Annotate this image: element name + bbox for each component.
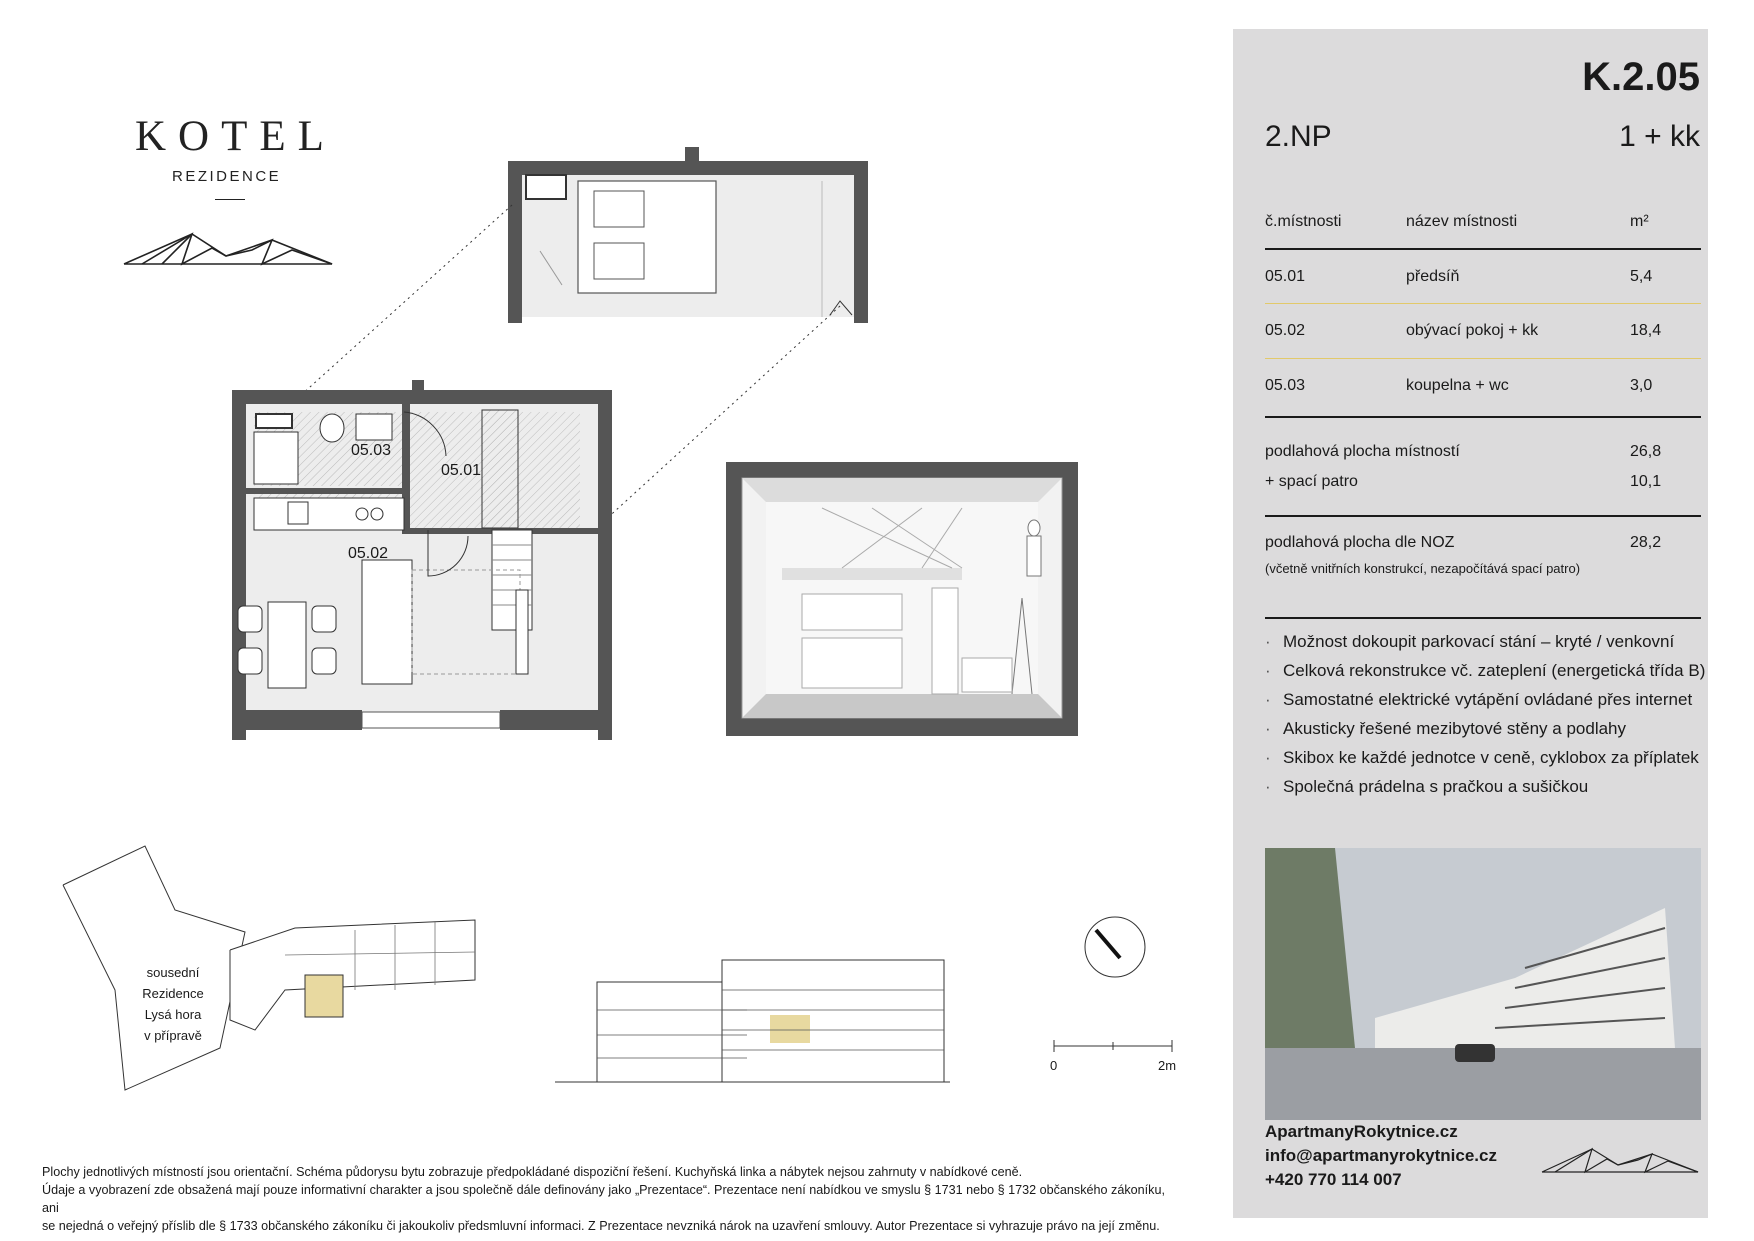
- feature-2-text: Celková rekonstrukce vč. zateplení (energetická třída B): [1283, 661, 1706, 680]
- disclaimer-line-3: se nejedná o veřejný příslib dle § 1733 občanského zákoníku či jakoukoliv předsmluvní informaci. Z Prezentace nevzniká nárok na uzavření smlouvy. Autor Prezentace si vyhrazuje právo na její změnu.: [42, 1219, 1160, 1233]
- disclaimer: [42, 1163, 1182, 1235]
- room-label-0503: 05.03: [351, 442, 392, 459]
- rooms-rule: [1265, 416, 1701, 418]
- noz-rule: [1265, 617, 1701, 619]
- logo-subtitle: REZIDENCE: [172, 168, 282, 185]
- contact-email[interactable]: info@apartmanyrokytnice.cz: [1265, 1146, 1497, 1165]
- header-rule: [1265, 248, 1701, 250]
- north-arrow-icon: [1080, 912, 1150, 982]
- row-rule-2: [1265, 358, 1701, 359]
- row-3-name: koupelna + wc: [1406, 377, 1509, 394]
- feature-1: [1265, 632, 1674, 652]
- feature-4: [1265, 719, 1626, 739]
- col-header-number: č.místnosti: [1265, 213, 1342, 230]
- row-2-area: 18,4: [1630, 322, 1662, 339]
- bullet-dot: ·: [1265, 777, 1271, 796]
- contact-phone[interactable]: +420 770 114 007: [1265, 1170, 1402, 1189]
- feature-5-text: Skibox ke každé jednotce v ceně, cyklobox za příplatek: [1283, 748, 1699, 767]
- col-header-name: název místnosti: [1406, 213, 1518, 230]
- row-2-name: obývací pokoj + kk: [1406, 322, 1539, 339]
- feature-6-text: Společná prádelna s pračkou a sušičkou: [1283, 777, 1589, 796]
- feature-4-text: Akusticky řešené mezibytové stěny a podlahy: [1283, 719, 1627, 738]
- neighbour-line-3: Lysá hora: [144, 1007, 202, 1022]
- building-elevation: [555, 950, 955, 1090]
- disclaimer-line-1: Plochy jednotlivých místností jsou orientační. Schéma půdorysu bytu zobrazuje předpokládané dispoziční řešení. Kuchyňská linka a nábytek nejsou zahrnuty v nabídkové ceně.: [42, 1165, 1023, 1179]
- neighbour-line-1: sousední: [146, 965, 200, 980]
- mountain-logo-small-icon: [1540, 1146, 1700, 1176]
- apartment-code: K.2.05: [1582, 55, 1700, 99]
- neighbour-line-4: v přípravě: [144, 1028, 202, 1043]
- bullet-dot: ·: [1265, 690, 1271, 709]
- room-label-0502: 05.02: [348, 545, 389, 562]
- main-floorplan: [232, 380, 612, 750]
- scale-bar: [1048, 1036, 1178, 1056]
- apartment-type: 1 + kk: [1619, 120, 1700, 153]
- noz-value: 28,2: [1630, 534, 1662, 551]
- section-render: [722, 458, 1082, 740]
- room-label-0501: 05.01: [441, 462, 482, 479]
- disclaimer-line-2: Údaje a vyobrazení zde obsažená mají pouze informativní charakter a jsou společně dále definovány jako „Prezentace“. Prezentace není nabídkou ve smyslu § 1731 nebo § 1732 občanského zákoníku, ani: [42, 1183, 1165, 1215]
- sleeping-label: + spací patro: [1265, 473, 1358, 490]
- bullet-dot: ·: [1265, 748, 1271, 767]
- row-3-number: 05.03: [1265, 377, 1306, 394]
- row-1-name: předsíň: [1406, 268, 1460, 285]
- feature-3: [1265, 690, 1692, 710]
- sleeping-value: 10,1: [1630, 473, 1662, 490]
- neighbour-line-2: Rezidence: [142, 986, 204, 1001]
- floor-area-label: podlahová plocha místností: [1265, 443, 1460, 460]
- building-photo: [1265, 848, 1701, 1120]
- scale-start: 0: [1050, 1058, 1058, 1073]
- floor-area-value: 26,8: [1630, 443, 1662, 460]
- bullet-dot: ·: [1265, 719, 1271, 738]
- noz-note: (včetně vnitřních konstrukcí, nezapočítává spací patro): [1265, 561, 1581, 576]
- feature-6: [1265, 777, 1588, 797]
- scale-end: 2m: [1158, 1058, 1177, 1073]
- row-1-number: 05.01: [1265, 268, 1306, 285]
- feature-3-text: Samostatné elektrické vytápění ovládané přes internet: [1283, 690, 1693, 709]
- feature-1-text: Možnost dokoupit parkovací stání – kryté / venkovní: [1283, 632, 1675, 651]
- row-2-number: 05.02: [1265, 322, 1306, 339]
- row-rule-1: [1265, 303, 1701, 304]
- feature-2: [1265, 661, 1705, 681]
- col-header-unit: m²: [1630, 213, 1649, 230]
- feature-5: [1265, 748, 1699, 768]
- apartment-floor: 2.NP: [1265, 120, 1332, 153]
- row-3-area: 3,0: [1630, 377, 1653, 394]
- row-1-area: 5,4: [1630, 268, 1653, 285]
- area-rule: [1265, 515, 1701, 517]
- bullet-dot: ·: [1265, 661, 1271, 680]
- bullet-dot: ·: [1265, 632, 1271, 651]
- logo-title: KOTEL: [135, 113, 336, 160]
- neighbour-label: [118, 962, 228, 1046]
- noz-label: podlahová plocha dle NOZ: [1265, 534, 1455, 551]
- contact-web[interactable]: ApartmanyRokytnice.cz: [1265, 1122, 1458, 1141]
